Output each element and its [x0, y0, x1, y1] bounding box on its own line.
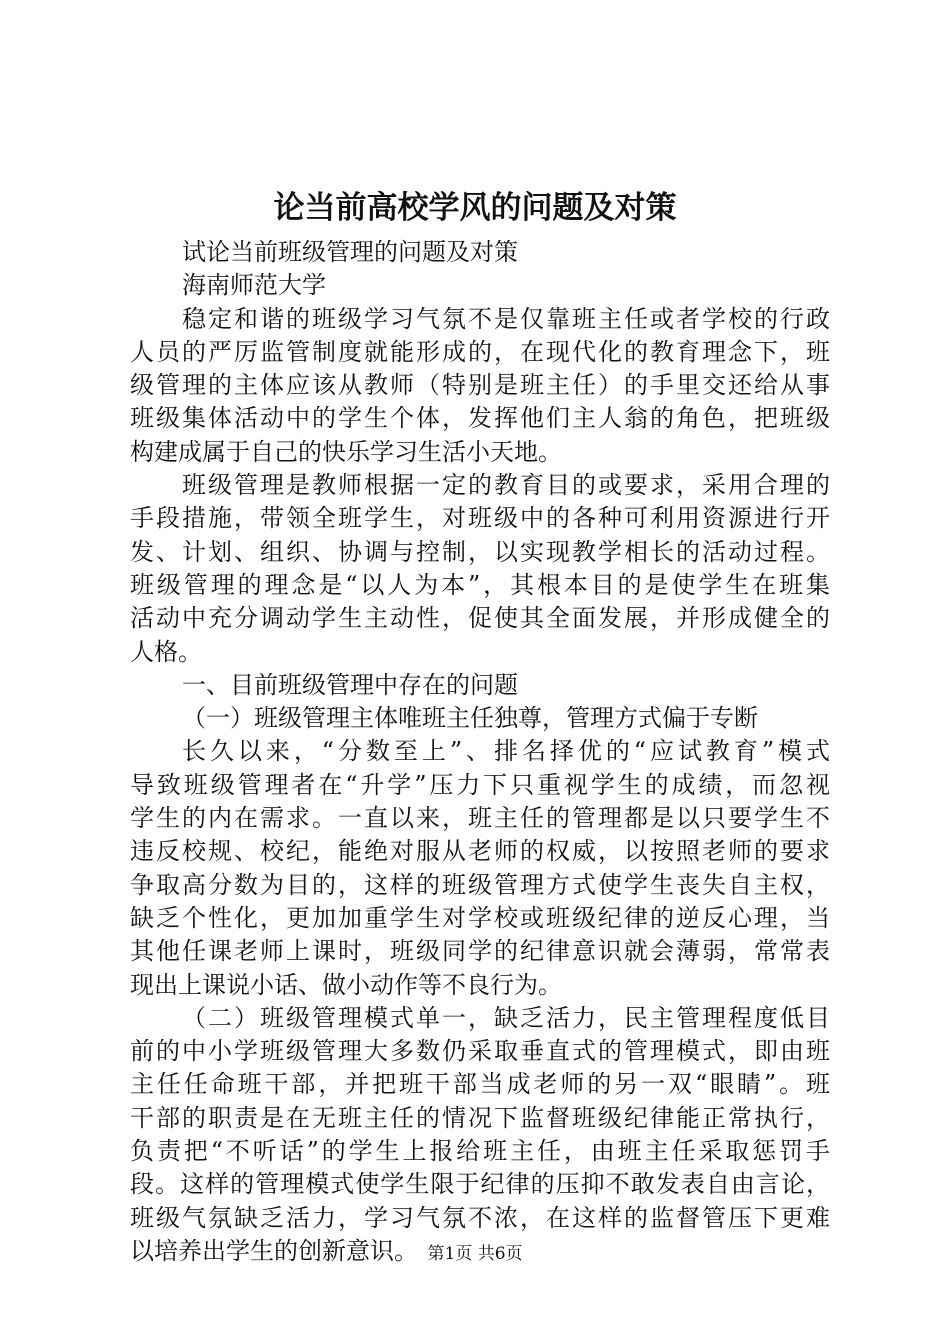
text-line: 班级管理的理念是“以人为本”，其根本目的是使学生在班集 — [130, 570, 830, 599]
text-line: 手段措施，带领全班学生，对班级中的各种可利用资源进行开 — [130, 504, 830, 533]
text-line: （一）班级管理主体唯班主任独尊，管理方式偏于专断 — [182, 704, 758, 733]
text-line: 试论当前班级管理的问题及对策 — [182, 238, 518, 266]
text-line: 学生的内在需求。一直以来，班主任的管理都是以只要学生不 — [130, 804, 830, 833]
text-line: 人格。 — [130, 637, 202, 666]
text-line: 海南师范大学 — [182, 271, 326, 300]
text-line: 现出上课说小话、做小动作等不良行为。 — [130, 970, 562, 999]
text-line: 主任任命班干部，并把班干部当成老师的另一双“眼睛”。班 — [130, 1070, 830, 1099]
document-body — [130, 236, 830, 1268]
text-line: 人员的严厉监管制度就能形成的，在现代化的教育理念下，班 — [130, 337, 830, 366]
text-line: 长久以来，“分数至上”、排名择优的“应试教育”模式 — [182, 737, 830, 766]
text-line: 活动中充分调动学生主动性，促使其全面发展，并形成健全的 — [130, 604, 830, 633]
document-title: 论当前高校学风的问题及对策 — [273, 190, 677, 226]
text-line: 干部的职责是在无班主任的情况下监督班级纪律能正常执行， — [130, 1103, 830, 1132]
text-line: 级管理的主体应该从教师（特别是班主任）的手里交还给从事 — [130, 371, 830, 400]
text-line: 违反校规、校纪，能绝对服从老师的权威，以按照老师的要求 — [130, 837, 830, 866]
text-line: 导致班级管理者在“升学”压力下只重视学生的成绩，而忽视 — [130, 770, 830, 799]
text-line: 班级集体活动中的学生个体，发挥他们主人翁的角色，把班级 — [130, 404, 830, 433]
text-line: 班级管理是教师根据一定的教育目的或要求，采用合理的 — [182, 471, 830, 500]
text-line: 发、计划、组织、协调与控制，以实现教学相长的活动过程。 — [130, 537, 830, 566]
text-line: 前的中小学班级管理大多数仍采取垂直式的管理模式，即由班 — [130, 1037, 830, 1066]
text-line: 段。这样的管理模式使学生限于纪律的压抑不敢发表自由言论， — [130, 1170, 830, 1199]
text-line: 构建成属于自己的快乐学习生活小天地。 — [130, 437, 562, 466]
text-line: 负责把“不听话”的学生上报给班主任，由班主任采取惩罚手 — [130, 1137, 830, 1166]
text-line: 班级气氛缺乏活力，学习气氛不浓，在这样的监督管压下更难 — [130, 1203, 830, 1232]
text-line: 以培养出学生的创新意识。 — [130, 1236, 418, 1265]
page-footer: 第1页 共6页 — [427, 1244, 523, 1264]
text-line: 争取高分数为目的，这样的班级管理方式使学生丧失自主权， — [130, 870, 830, 899]
text-line: （二）班级管理模式单一，缺乏活力，民主管理程度低目 — [182, 1003, 830, 1032]
text-line: 缺乏个性化，更加加重学生对学校或班级纪律的逆反心理，当 — [130, 903, 830, 932]
text-line: 稳定和谐的班级学习气氛不是仅靠班主任或者学校的行政 — [182, 304, 830, 333]
text-line: 一、目前班级管理中存在的问题 — [182, 670, 518, 699]
text-line: 其他任课老师上课时，班级同学的纪律意识就会薄弱，常常表 — [130, 937, 830, 966]
